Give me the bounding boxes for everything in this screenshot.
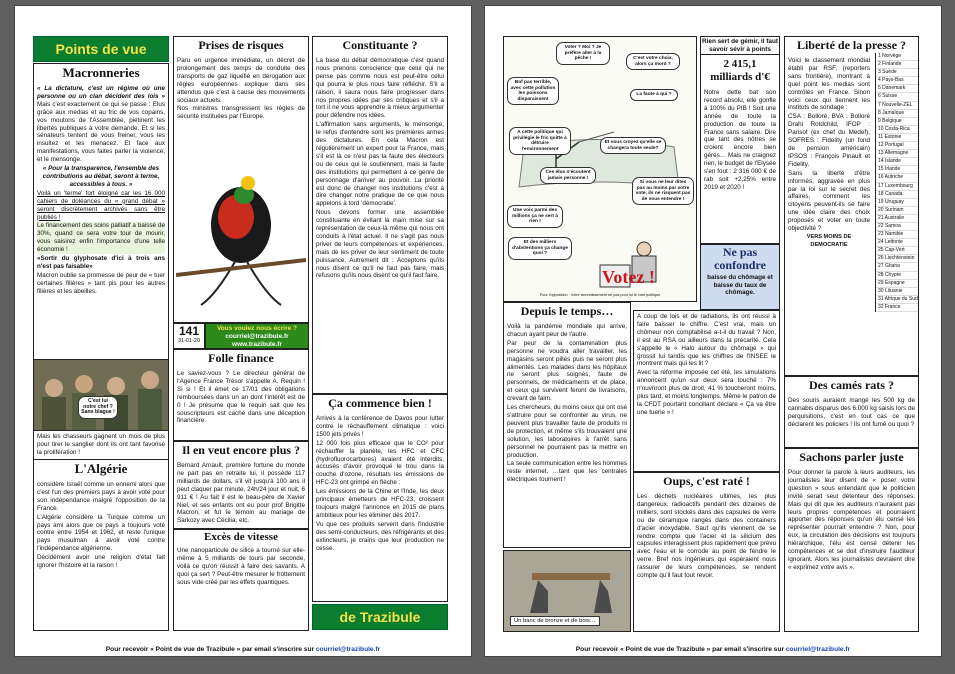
paragraph: Notre dette bat son record absolu, elle gonfle à 100% du PIB ! Soit une année de toute la production de toute la France sans salaire. Dire que tant des nôtres se croient encore bien gérés… Mais ne craignez rien, le budget de l'Elysée s'en fout : 2 316 000 € de rab soit +2,25% entre 2019 et 2020 ! [704, 89, 776, 191]
verdict: VERS MOINS DE DEMOCRATIE [806, 233, 852, 248]
article-dette [700, 36, 780, 244]
paragraph: L'Algérie considère la Turquie comme un pays ami alors que ce pays a toujours voté contre entre 1954 et 1962, et reste l'unique pays musulman à avoir voté contre l'indépendance algérienne. [37, 513, 165, 553]
subscribe-email-link[interactable]: courriel@trazibule.fr [225, 333, 289, 340]
soldiers-photo [33, 359, 169, 431]
article-macronneries [33, 63, 169, 361]
ranking-row: 7 Nouvelle-ZEL [876, 102, 919, 110]
paragraph: Voilà un 'terme' fort éloigné car les 16 000 cahiers de doléances du « grand débat » seront discrètement archivés sans être publiés ! [37, 189, 165, 221]
ranking-row: 31 Afrique du Sud [876, 296, 919, 304]
ranking-row: 29 Espagne [876, 280, 919, 288]
speech-bubble: Et vous croyez qu'elle se changera toute seule? [600, 137, 666, 154]
ranking-row: 17 Luxembourg [876, 183, 919, 191]
speech-bubble: C'est votre choix, alors ça mord ? [626, 53, 680, 70]
quote: « La dictature, c'est un régime où une personne ou un clan décident des lois » [37, 85, 165, 100]
ranking-row: 24 Lettonie [876, 239, 919, 247]
press-freedom-ranking [875, 53, 919, 312]
paragraph: A coup de lois et de radiations, ils ont réussi à faire baisser le chiffre. C'est vrai, mais un chômeur non comptabilisé a-t-il du travail ? Non, il est au RSA ou ailleurs dans la précarité. Cela s'appelle le « Halo autour du chômage » qui grossit lui tandis que les chiffres de l'INSEE le montrent mais qui les lit ? [637, 313, 776, 368]
article-prises-de-risques [173, 36, 309, 323]
article-title: Ne pas confondre [714, 245, 766, 272]
subscribe-box [205, 323, 309, 349]
speech-bubble: La faute à qui ? [630, 89, 678, 101]
speech-bubble: Si vous ne leur dites pas au moins par votre vote, ils ne risquent pas de vous entendre ! [632, 177, 694, 205]
ranking-row: 1 Norvège [876, 53, 919, 61]
ranking-row: 10 Costa-Rica [876, 126, 919, 134]
ranking-row: 15 Irlande [876, 166, 919, 174]
paragraph: CSA : Bolloré, BVA : Bolloré Drahi Rotdchild, IFOP : Parisot (ex chef du Medef), SOFRES : Fidelity (un fond de pension américain) IPSOS : François Pinault et Fidelity. [788, 113, 870, 168]
article-title: Depuis le temps… [520, 304, 614, 318]
paragraph: Le financement des soins palliatif a baissé de 30%, quand ce sera votre tour de mourir, vous saisirez enfin l'importance d'une telle économie ! [37, 222, 165, 254]
bench-photo [503, 550, 631, 632]
paragraph: Arrivés à la conférence de Davos pour lutter contre le réchauffement climatique : voici 1500 jets privés ! [316, 415, 444, 438]
article-constituante [312, 36, 448, 394]
paragraph: Pour donner la parole à leurs auditeurs, les journalistes leur disent de « poser votre question » sous entendant que le politicien invité serait seul détenteur des réponses. Mais qui dit que les auditeurs n'auraient pas leurs propres compétences et pourraient apporter des réponses qu'un élu censé les représenter pourrait entendre ? Non, pour eux, la circulation des décisions est toujours hiérarchique, l'élu est censé détenir les compétences et se doit d'instruire l'auditeur ignorant. Alors les journalistes devraient dire « exprimez votre avis ». [788, 469, 915, 571]
article-depuis-le-temps [503, 302, 631, 548]
article-liberte-de-la-presse [784, 36, 919, 376]
bird-photo [176, 155, 306, 315]
ranking-row: 28 Chypre [876, 272, 919, 280]
article-subtitle: baisse du chômage et baisse du taux de chômage. [707, 274, 773, 297]
ranking-row: 3 Suède [876, 69, 919, 77]
article-folle-finance [173, 349, 309, 441]
page-footer [485, 646, 941, 653]
article-title: Excès de vitesse [204, 531, 278, 543]
paragraph: Voici le classement mondial établi par RSF, (reporters sans frontière), montrant à quel point les medias sont contrôlés en France. Sinon voici ceux qui tiennent les instituts de sondage : [788, 57, 870, 112]
paragraph: Bernard Arnault, première fortune du monde ne part pas en retraite lui, il possède 117 milliards de dollars, s'il vit jusqu'à 100 ans il peut claquer par minute, 24h/24 jour et nuit, 6 911 € ! Au fait il est le beau-père de Xavier Niel, et ses enfants ont eu pour prof Brigitte Macron, et fut le témoin au mariage de Sarkozy avec Cécilia, etc. [177, 462, 305, 525]
article-title: Des camés rats ? [809, 378, 894, 392]
ranking-row: 30 Lituanie [876, 288, 919, 296]
issue-date: 31-01-20 [177, 338, 201, 344]
ranking-row: 25 Cap-Vert [876, 247, 919, 255]
article-algerie [33, 459, 169, 631]
paragraph: Vu que ces produits servent dans l'industrie des semi-conducteurs, des réfrigérants et des extincteurs, je crains que leur production ne cesse. [316, 520, 444, 552]
paragraph: Avec la réforme imposée cet été, les simulations annoncent qu'un sur deux sera touché : 7% n'ouvriront plus de droit, 41 % toucheront moins, plus tard, et moins longtemps. Même le patron de la CFDT pourtant conciliant déclare « Ça va être une tuerie » ! [637, 369, 776, 416]
issue-number: 141 [178, 324, 200, 338]
article-des-cames-rats [784, 376, 919, 448]
article-title: L'Algérie [74, 461, 128, 476]
article-ne-pas-confondre [700, 244, 780, 310]
issue-number-box [173, 323, 205, 349]
ranking-row: 5 Danemark [876, 85, 919, 93]
ranking-row: 26 Liechtenstein [876, 255, 919, 263]
paragraph: La base du débat démocratique c'est quand nous prenons conscience que celui qui ne pense pas comme nous est peut-être celui qui pourra le plus nous faire réfléchir. S'il a raison, il saura nous faire progresser dans nos propres idées par ses critiques et s'il a tort il ne vous apprendre à mieux argumenter pour défendre nos idées. [316, 57, 444, 120]
ranking-row: 13 Allemagne [876, 150, 919, 158]
speech-bubble: Ces élus n'écoutent jamais personne ! [540, 167, 596, 184]
ranking-row: 16 Autriche [876, 174, 919, 182]
article-kicker: Rien sert de gémir, il faut savoir sévir à points [701, 37, 779, 55]
ranking-row: 9 Belgique [876, 118, 919, 126]
newsletter-page-left [14, 5, 472, 657]
ranking-row: 8 Jamaïque [876, 110, 919, 118]
paragraph: Voilà la pandémie mondiale qui arrive, chacun ayant peur de l'autre. [507, 323, 627, 338]
paragraph: La seule communication entre les hommes reste internet, …tant que les centrales électriques tournent ! [507, 460, 627, 484]
article-title: Macronneries [62, 65, 140, 80]
paragraph: Des souris auraient mangé les 500 kg de cannabis disparus des 6.000 kg saisis lors de perquisitions, c'est en tout cas ce que déclarent les policiers ! Ils ont fumé ou quoi ? [788, 397, 915, 428]
paragraph: considère Israël comme un ennemi alors que c'est l'un des premiers pays à avoir voté pour son indépendance malgré l'opposition de la France. [37, 481, 165, 512]
photo-caption: Un banc de bronze et de bois… [510, 616, 600, 626]
ranking-row: 14 Islande [876, 158, 919, 166]
paragraph: Mais c'est exactement ce qui se passe : Elus grâce aux medias et au fric de vos copains, vos moutons de l'Assemblée, piétinent les libertés publiques à votre demande. Et si les sénateurs tentent de vous freiner, vous les insultez et les menacez. Et face aux manifestations, vous faites parler la violence, et le mensonge. [37, 100, 165, 164]
paragraph: Nous devons former une assemblée constituante en évitant la main mise sur sa représentation de ceux-là même qui nous ont conduits à l'état actuel. Il ne s'agit pas nous priver de leurs compétences et expériences, mais de les priver de leur sentiment de toute puissance. Autrement dit : Acceptons qu'ils nous disent ce qu'il ne faut pas faire, mais refusons qu'ils nous disent ce qu'il faut faire. [316, 209, 444, 280]
cartoon-votez [503, 36, 697, 302]
article-sachons-parler-juste [784, 448, 919, 632]
ranking-row: 12 Portugal [876, 142, 919, 150]
page-footer [15, 646, 471, 653]
article-title: Sachons parler juste [799, 450, 904, 464]
article-title: Ça commence bien ! [328, 396, 432, 410]
ranking-row: 22 Samoa [876, 223, 919, 231]
article-title: Oups, c'est raté ! [663, 474, 750, 488]
masthead-banner-top: Points de vue [33, 36, 169, 62]
paragraph: Macron oublie sa promesse de peur de « tuer certaines filières » tant pis pour les autres filières et les abeilles. [37, 271, 165, 295]
ranking-row: 4 Pays-Bas [876, 77, 919, 85]
quote: « Pour la transparence, l'ensemble des contributions au débat, seront à terme, accessibles à tous. » [42, 165, 160, 188]
paragraph: Le saviez-vous ? Le directeur général de l'Agence France Trésor s'appelle A. Requin ! Si si ! Et il émet ce 17/01 des obligations remboursées dans un an dont l'intérêt est de 0 ! Je présume que le requin sait que les souscripteurs est caché dans une déception financière. [177, 370, 305, 425]
ranking-row: 6 Suisse [876, 93, 919, 101]
masthead-banner-bottom: de Trazibule [312, 604, 448, 630]
article-title: Il en veut encore plus ? [181, 443, 301, 457]
paragraph: L'affirmation sans arguments, le mensonge, le refus d'entendre sont les premières armes des dictatures. En cela Macron est régulièrement un expert pour la France, mais s'il est là ce n'est pas la faute des électeurs ou de ceux qui le soutiennent, mais la faute des institutions qui permettent à ce genre de personnage d'arriver au pouvoir. La priorité est donc de changer nos institutions c'est à dire changer notre pratique de ce que nous appelons à tord 'démocratie'. [316, 121, 444, 208]
quote: «Sortir du glyphosate d'ici à trois ans n'est pas faisable» [37, 255, 165, 270]
speech-bubble: Une voix parmi des millions ça ne sert à rien ! [507, 205, 563, 228]
footer-label: Pour recevoir « Point de vue de Trazibule » par email s'inscrire sur [575, 646, 786, 653]
paragraph: Sans la liberté d'être informés, aggravée en plus par la loi sur le secret des affaires, comment les citoyens peuvent-ils se faire une idée claire des choix proposés et voter en toute objectivité ? [788, 169, 870, 233]
ranking-row: 18 Canada [876, 191, 919, 199]
website-link[interactable]: www.trazibule.fr [232, 341, 282, 348]
paragraph: Une nanoparticule de silice a tourné sur elle-même à 5 milliards de tours par seconde, voilà ce qu'on réussit à faire des savants. A quoi ça sert ? Peut-être mesurer le frottement sous vide créé par les effets quantiques. [177, 547, 305, 586]
article-title: Folle finance [208, 351, 274, 365]
ranking-row: 2 Finlande [876, 61, 919, 69]
paragraph: Par peur de la contamination plus personne ne voudra aller travailler, les magasins seront pillés puis ne seront plus alimentés. Les malades dans les hôpitaux ne seront plus soignés, faute de personnels, de médicaments et de place, et ceux qui survivent feront de livraisons, crevant de faim. [507, 339, 627, 403]
article-chasseurs [33, 430, 169, 460]
paragraph: Les déchets nucléaires ultimes, les plus dangereux, radioactifs pendant des dizaines de milliers, sont stockés dans des capsules de verre ou de céramique rangés dans des containers d'acier inoxydable. Sauf qu'ils viennent de se rendre compte que l'acier et la silicium des capsules interagissent plus rapidement que prévu avec l'eau et le corrode au point de fendre le verre. Bref nos ingénieurs qui espéraient nous rassurer de leurs compétences, se rendent compte qu'il faut tout revoir. [637, 493, 776, 580]
speech-bubble: Voter ? Moi ? Je préfère aller à la pêche ! [556, 42, 610, 65]
ranking-row: 21 Australie [876, 215, 919, 223]
ranking-row: 23 Namibie [876, 231, 919, 239]
article-title: Constituante ? [342, 38, 418, 52]
footer-email-link[interactable]: courriel@trazibule.fr [785, 646, 851, 653]
speech-bubble: C'est lui notre chef ? Sans blague ! [78, 396, 118, 419]
debt-amount: 2 415,1 milliards d'€ [710, 58, 770, 83]
article-title: Prises de risques [198, 38, 284, 52]
ranking-row: 32 France [876, 304, 919, 312]
speech-bubble: A cette politique qui privilégie le fric quitte à détruire l'environnement [509, 127, 571, 155]
ranking-row: 11 Estonie [876, 134, 919, 142]
footer-label: Pour recevoir « Point de vue de Trazibule » par email s'inscrire sur [105, 646, 316, 653]
paragraph: Nos ministres transgressent les règles de sécurité instituées par l'Europe. [177, 105, 305, 121]
paragraph: Les émissions de la Chine et l'Inde, les deux principaux émetteurs de HFC-23, croissent toujours malgré l'annonce en 2015 de plans ambitieux pour les éliminer dès 2017. [316, 488, 444, 519]
article-ca-commence-bien [312, 394, 448, 602]
ranking-row: 20 Surinam [876, 207, 919, 215]
article-title: Liberté de la presse ? [796, 38, 907, 52]
ranking-row: 19 Uruguay [876, 199, 919, 207]
paragraph: Mais les chasseurs gagnent un mois de plus pour tirer le sanglier dont ils ont tant favorisé la prolifération ! [37, 433, 165, 456]
paragraph: Décidément avoir une religion d'état fait ignorer l'histoire et la raison ! [37, 554, 165, 570]
newsletter-page-right [484, 5, 942, 657]
subscribe-prompt: Vous voulez nous écrire ? [216, 325, 298, 332]
article-oups-c-est-rate [633, 472, 780, 632]
paragraph: Paru en urgence immédiate, un décret de prolongement des temps de conduite des transports de gaz liquéfié en dérogation aux règles européennes explique dans ses attendus que c'est à cause des mouvements sociaux actuels. [177, 57, 305, 104]
paragraph: Les chercheurs, du moins ceux qui ont osé s'attruire pour se confronter au virus, ne peuvent plus travailler faute de produits ni de protection, et même s'ils trouvaient une solution, les laboratoires à l'arrêt sans personnel ne pourraient pas la mettre en production. [507, 404, 627, 459]
cartoon-caption: Pour l'opposition : Votre arrondissement ne pas pour lui le vote politique [539, 293, 661, 297]
speech-bubble: Et des milliers d'abstentions ça change quoi ? [508, 237, 572, 260]
cartoon-vote-title: Votez ! [602, 267, 655, 287]
footer-email-link[interactable]: courriel@trazibule.fr [315, 646, 381, 653]
article-chomage [633, 310, 780, 472]
speech-bubble: Bof pas terrible, avec cette pollution les poissons disparaissent [507, 77, 559, 105]
ranking-row: 27 Ghana [876, 263, 919, 271]
article-il-en-veut-encore-plus [173, 441, 309, 529]
article-exces-de-vitesse [173, 529, 309, 631]
paragraph: 12 000 fois plus efficace que le CO² pour réchauffer la planète, les HFC et CFC (hydrofluorocarbures) avaient été interdits, accusés d'avoir provoqué le trou dans la couche d'ozone, résultats les émissions de HFC-23 ont grimpé en flèche : [316, 439, 444, 487]
